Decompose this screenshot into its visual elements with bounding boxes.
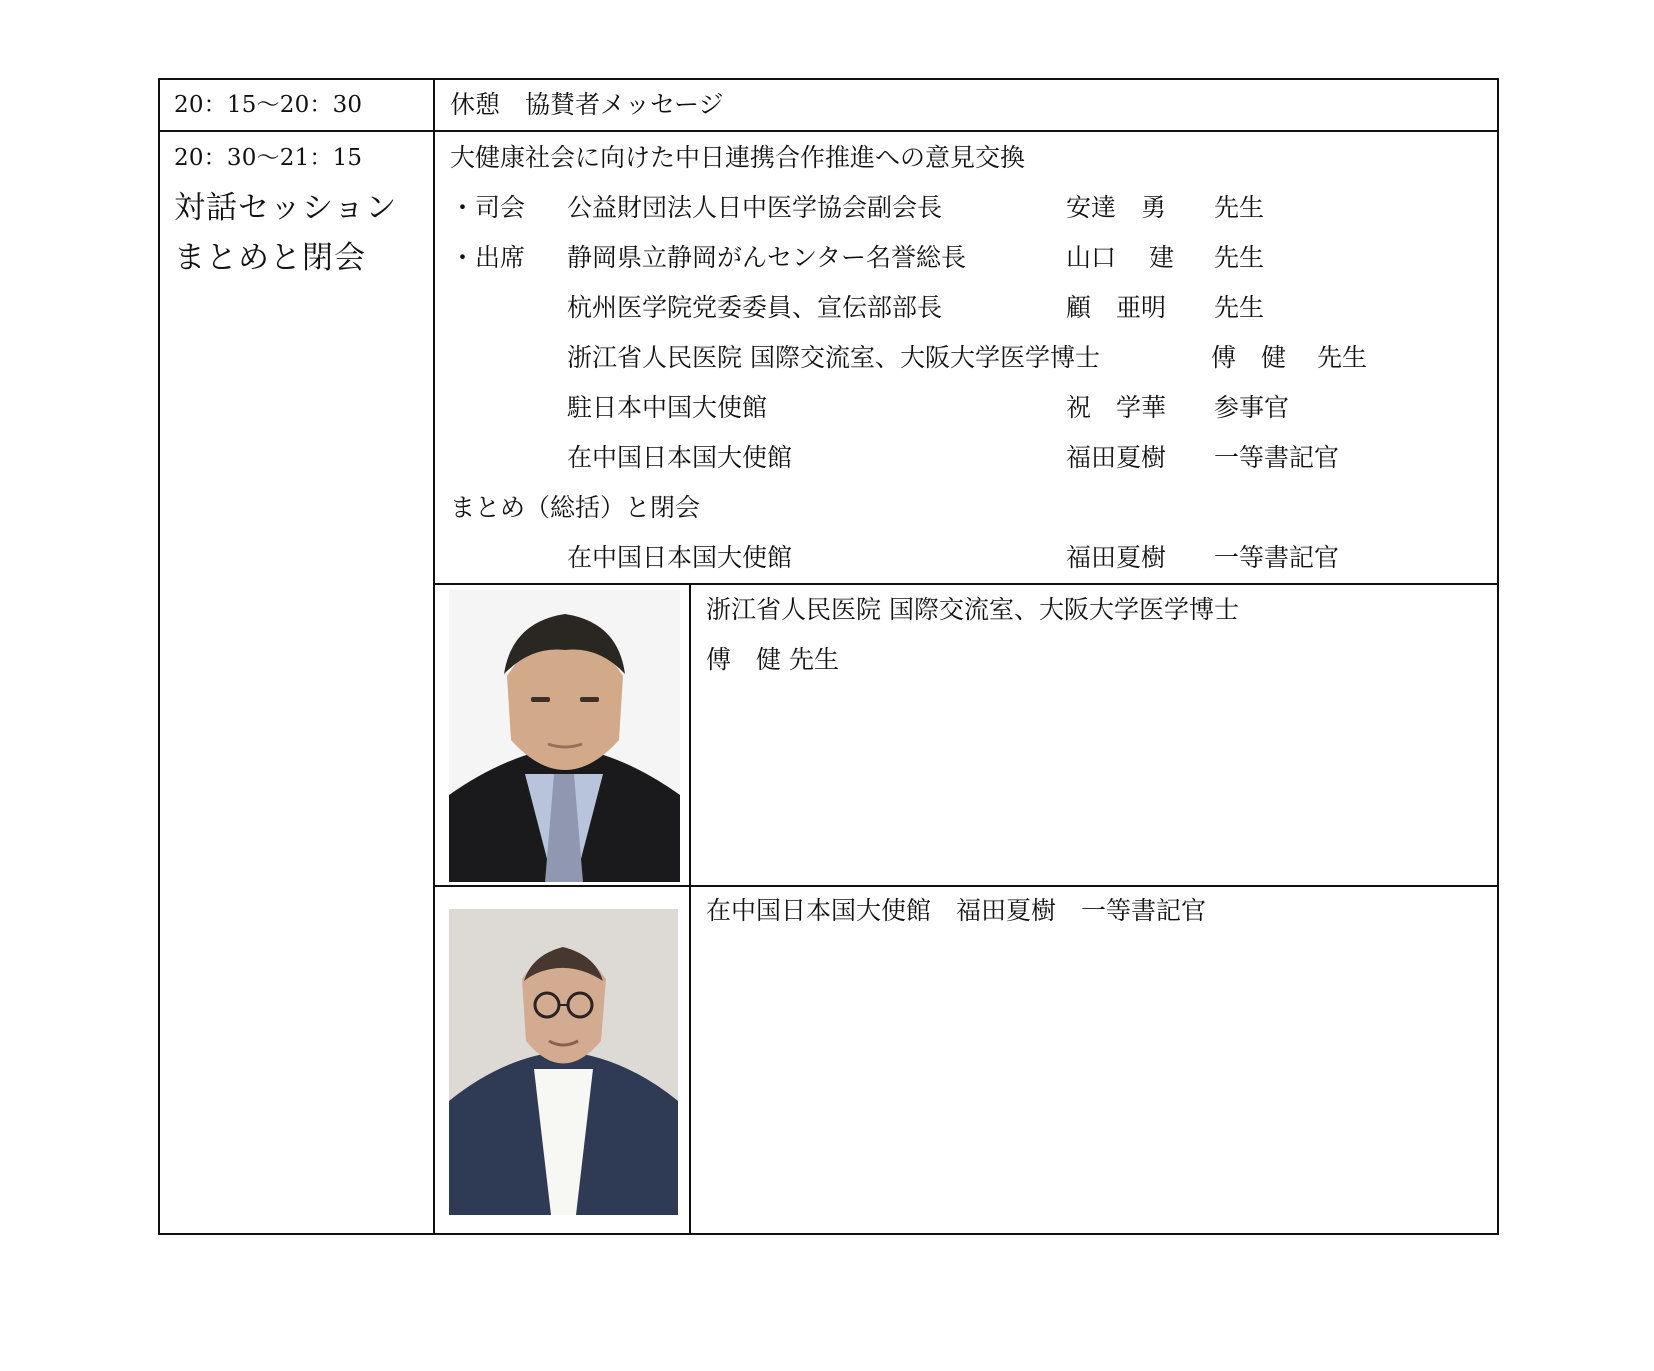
- session-line-org: 駐日本中国大使館: [567, 393, 768, 422]
- row-divider-break: [158, 130, 1499, 132]
- session-line-org: 浙江省人民医院 国際交流室、大阪大学医学博士: [567, 343, 1100, 372]
- session-line-title: 先生: [1214, 243, 1265, 272]
- session-line-title: 参事官: [1214, 393, 1290, 422]
- closing-title: 一等書記官: [1214, 543, 1340, 572]
- session-line-title: 先生: [1214, 193, 1265, 222]
- session-line-name: 祝 学華: [1066, 393, 1167, 422]
- session-line-org: 公益財団法人日中医学協会副会長: [567, 193, 943, 222]
- profile-photo-2: [449, 909, 678, 1215]
- session-line-name: 顧 亜明: [1066, 293, 1167, 322]
- session-line-name: 山口 建: [1066, 243, 1174, 272]
- column-divider-time: [433, 78, 435, 1235]
- session-line-prefix: ・司会: [450, 193, 526, 222]
- profile-1-line-1: 浙江省人民医院 国際交流室、大阪大学医学博士: [706, 595, 1239, 624]
- session-line-name: 安達 勇: [1066, 193, 1167, 222]
- session-line-title: 先生: [1317, 343, 1368, 372]
- session-line-org: 杭州医学院党委委員、宣伝部部長: [567, 293, 943, 322]
- session-line-title: 先生: [1214, 293, 1265, 322]
- break-title: 休憩 協賛者メッセージ: [450, 90, 724, 119]
- session-line-name: 傅 健: [1211, 343, 1287, 372]
- session-label-line-2: まとめと閉会: [174, 240, 366, 276]
- closing-heading: まとめ（総括）と閉会: [450, 493, 701, 522]
- session-time: 20：30～21：15: [174, 145, 363, 171]
- closing-org: 在中国日本国大使館: [567, 543, 793, 572]
- break-time: 20：15～20：30: [174, 92, 363, 118]
- profile-2-line-1: 在中国日本国大使館 福田夏樹 一等書記官: [706, 896, 1207, 925]
- row-divider-profile-2: [433, 885, 1499, 887]
- session-label-line-1: 対話セッション: [174, 190, 398, 226]
- profile-1-line-2: 傅 健 先生: [706, 645, 839, 674]
- session-line-title: 一等書記官: [1214, 443, 1340, 472]
- session-line-name: 福田夏樹: [1066, 443, 1167, 472]
- row-divider-profile-1: [433, 583, 1499, 585]
- session-title: 大健康社会に向けた中日連携合作推進への意見交換: [450, 143, 1026, 172]
- closing-name: 福田夏樹: [1066, 543, 1167, 572]
- profile-photo-1: [449, 590, 680, 882]
- session-line-prefix: ・出席: [450, 243, 526, 272]
- session-line-org: 在中国日本国大使館: [567, 443, 793, 472]
- column-divider-photo: [689, 583, 691, 1235]
- session-line-org: 静岡県立静岡がんセンター名誉総長: [567, 243, 967, 272]
